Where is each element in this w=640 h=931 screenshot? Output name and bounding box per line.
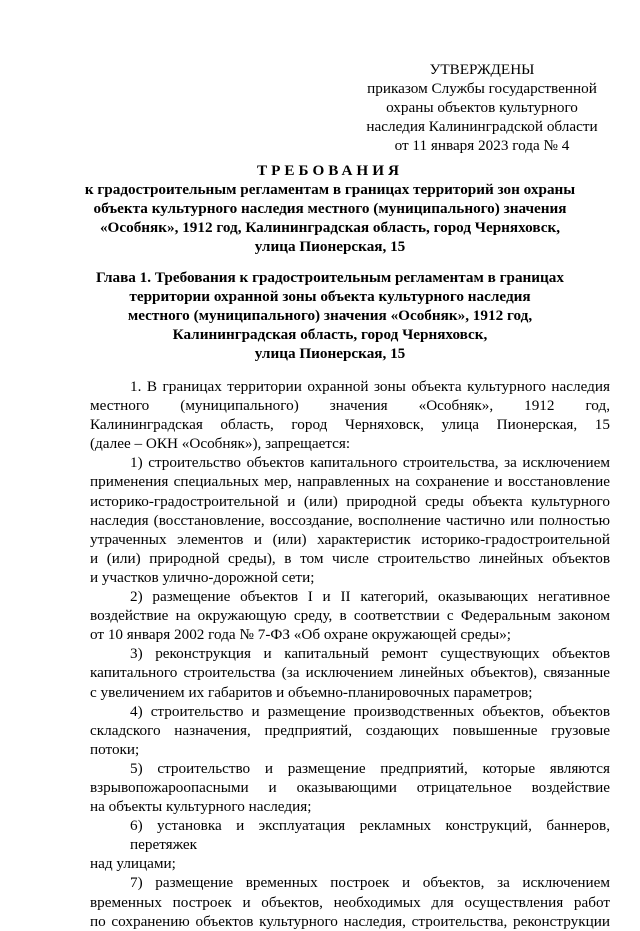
body-line: 1. В границах территории охранной зоны объекта культурного наследия bbox=[130, 378, 610, 395]
title-line: к градостроительным регламентам в границах территорий зон охраны bbox=[84, 181, 576, 198]
body-line: по сохранению объектов культурного наследия, строительства, реконструкции bbox=[90, 912, 610, 930]
chapter-line: территории охранной зоны объекта культурного наследия bbox=[129, 288, 531, 305]
body-line: 4) строительство и размещение производственных объектов, объектов bbox=[130, 702, 610, 720]
body-line: утраченных элементов и (или) характеристик историко-градостроительной bbox=[90, 530, 610, 548]
title-heading: ТРЕБОВАНИЯ bbox=[256, 162, 404, 179]
body-line: капитального строительства (за исключением линейных объектов), связанные bbox=[90, 664, 610, 682]
body-line: складского назначения, предприятий, создающих повышенные грузовые потоки; bbox=[90, 721, 610, 758]
body-line: применения специальных мер, направленных на сохранение и восстановление bbox=[90, 473, 610, 491]
chapter-line: местного (муниципального) значения «Особняк», 1912 год, bbox=[127, 307, 533, 324]
approval-line: приказом Службы государственной bbox=[367, 80, 597, 97]
body-line: воздействие на окружающую среду, в соответствии с Федеральным законом bbox=[90, 607, 610, 625]
body-line: местного (муниципального) значения «Особняк», 1912 год, bbox=[90, 397, 610, 415]
body-line: и участков улично-дорожной сети; bbox=[90, 568, 315, 586]
chapter-heading bbox=[80, 268, 580, 363]
approval-line: УТВЕРЖДЕНЫ bbox=[429, 61, 535, 78]
document-title bbox=[80, 161, 580, 256]
approval-line: от 11 января 2023 года № 4 bbox=[394, 137, 570, 154]
title-line: «Особняк», 1912 год, Калининградская область, город Черняховск, bbox=[99, 219, 561, 236]
body-line: на объекты культурного наследия; bbox=[90, 798, 312, 816]
body-line: и (или) природной среды), в том числе строительство линейных объектов bbox=[90, 549, 610, 567]
approval-line: охраны объектов культурного bbox=[386, 99, 578, 116]
approval-line: наследия Калининградской области bbox=[366, 118, 598, 135]
chapter-line: Глава 1. Требования к градостроительным регламентам в границах bbox=[96, 269, 564, 286]
body-line: историко-градостроительной и (или) природной среды объекта культурного bbox=[90, 492, 610, 510]
chapter-line: Калининградская область, город Черняховск, bbox=[172, 326, 488, 343]
body-text bbox=[90, 377, 610, 931]
body-line: над улицами; bbox=[90, 855, 176, 873]
body-line: Калининградская область, город Черняховск, улица Пионерская, 15 bbox=[90, 416, 610, 434]
body-line: с увеличением их габаритов и объемно-планировочных параметров; bbox=[90, 683, 533, 701]
body-line: 7) размещение временных построек и объектов, за исключением bbox=[130, 874, 610, 892]
body-line: 3) реконструкция и капитальный ремонт существующих объектов bbox=[130, 645, 610, 663]
body-line: от 10 января 2002 года № 7-ФЗ «Об охране окружающей среды»; bbox=[90, 626, 512, 644]
body-line: временных построек и объектов, необходимых для осуществления работ bbox=[90, 893, 610, 911]
body-line: (далее – ОКН «Особняк»), запрещается: bbox=[90, 435, 351, 453]
title-line: объекта культурного наследия местного (муниципального) значения bbox=[93, 200, 567, 217]
body-line: 5) строительство и размещение предприятий, которые являются bbox=[130, 759, 610, 777]
body-line: взрывопожароопасными и оказывающими отрицательное воздействие bbox=[90, 778, 610, 796]
body-line: наследия (восстановление, воссоздание, восполнение частично или полностью bbox=[90, 511, 610, 529]
body-line: 2) размещение объектов I и II категорий, оказывающих негативное bbox=[130, 588, 610, 606]
title-line: улица Пионерская, 15 bbox=[254, 238, 406, 255]
approval-stamp bbox=[352, 60, 612, 155]
chapter-line: улица Пионерская, 15 bbox=[254, 345, 406, 362]
body-line: 6) установка и эксплуатация рекламных конструкций, баннеров, перетяжек bbox=[130, 817, 610, 854]
body-line: 1) строительство объектов капитального строительства, за исключением bbox=[130, 454, 610, 472]
